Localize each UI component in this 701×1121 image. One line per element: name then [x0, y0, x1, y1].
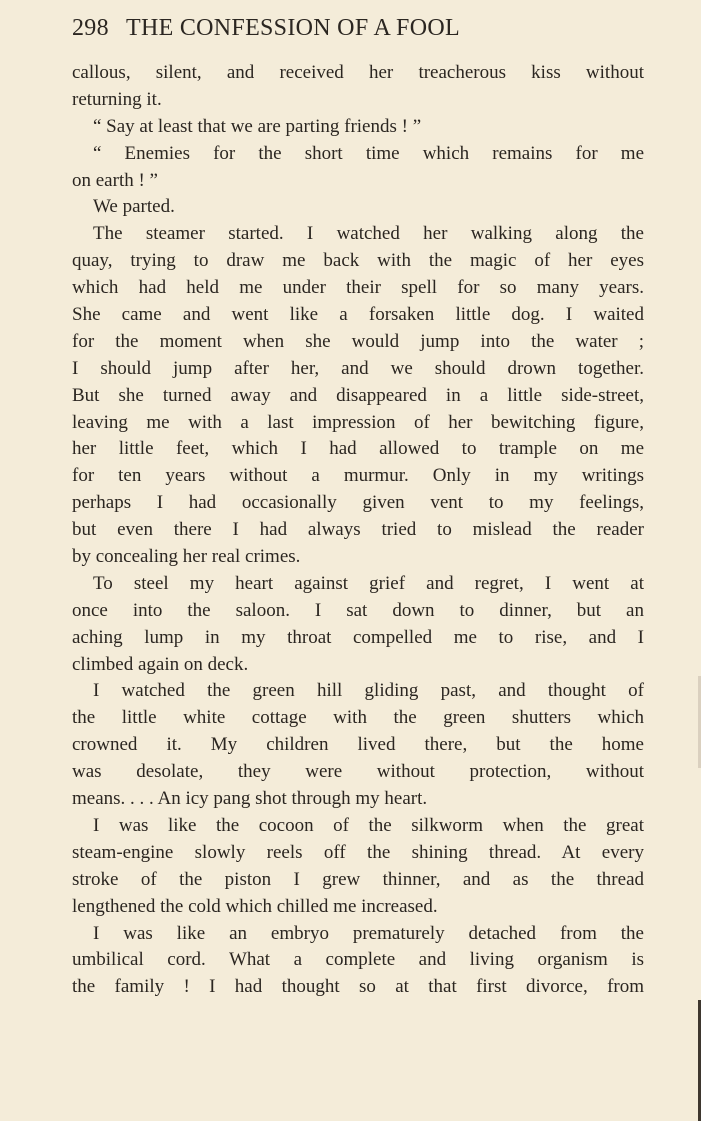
text-line: by concealing her real crimes.	[72, 546, 301, 568]
text-line: She came and went like a forsaken little dog. I waited	[72, 304, 644, 326]
text-line: for the moment when she would jump into the water ;	[72, 330, 644, 352]
text-line: But she turned away and disappeared in a little side-street,	[72, 384, 644, 406]
text-line: the family ! I had thought so at that first divorce, from	[72, 976, 644, 998]
text-line: the little white cottage with the green shutters which	[72, 707, 644, 729]
text-line: We parted.	[93, 196, 175, 218]
text-line: which had held me under their spell for so many years.	[72, 277, 644, 299]
text-line: steam-engine slowly reels off the shining thread. At every	[72, 841, 644, 863]
text-line: but even there I had always tried to mislead the reader	[72, 519, 644, 541]
text-line: quay, trying to draw me back with the magic of her eyes	[72, 250, 644, 272]
running-head	[72, 10, 644, 46]
text-line: perhaps I had occasionally given vent to my feelings,	[72, 492, 644, 514]
text-line: once into the saloon. I sat down to dinner, but an	[72, 599, 644, 621]
text-line: returning it.	[72, 88, 162, 110]
text-line: for ten years without a murmur. Only in my writings	[72, 465, 644, 487]
text-line: aching lump in my throat compelled me to rise, and I	[72, 626, 644, 648]
text-line: I watched the green hill gliding past, and thought of	[93, 680, 644, 702]
text-line: To steel my heart against grief and regret, I went at	[93, 572, 644, 594]
text-line: “ Say at least that we are parting friends ! ”	[93, 115, 422, 137]
text-line: her little feet, which I had allowed to trample on me	[72, 438, 644, 460]
text-line: I was like an embryo prematurely detached from the	[93, 922, 644, 944]
text-line: “ Enemies for the short time which remains for me	[93, 142, 644, 164]
text-line: I should jump after her, and we should drown together.	[72, 357, 644, 379]
text-line: leaving me with a last impression of her bewitching figure,	[72, 411, 644, 433]
text-line: I was like the cocoon of the silkworm when the great	[93, 814, 644, 836]
text-line: crowned it. My children lived there, but the home	[72, 734, 644, 756]
body-text	[72, 60, 644, 1001]
text-line: climbed again on deck.	[72, 653, 249, 675]
text-line: callous, silent, and received her treacherous kiss without	[72, 62, 644, 83]
text-line: on earth ! ”	[72, 169, 158, 191]
page-number: 298	[72, 15, 109, 41]
running-title: THE CONFESSION OF A FOOL	[126, 15, 460, 41]
text-line: stroke of the piston I grew thinner, and as the thread	[72, 868, 644, 890]
text-line: means. . . . An icy pang shot through my heart.	[72, 788, 428, 810]
text-line: lengthened the cold which chilled me increased.	[72, 895, 438, 917]
text-line: umbilical cord. What a complete and living organism is	[72, 949, 644, 971]
text-line: was desolate, they were without protection, without	[72, 761, 644, 783]
text-line: The steamer started. I watched her walking along the	[93, 223, 644, 245]
